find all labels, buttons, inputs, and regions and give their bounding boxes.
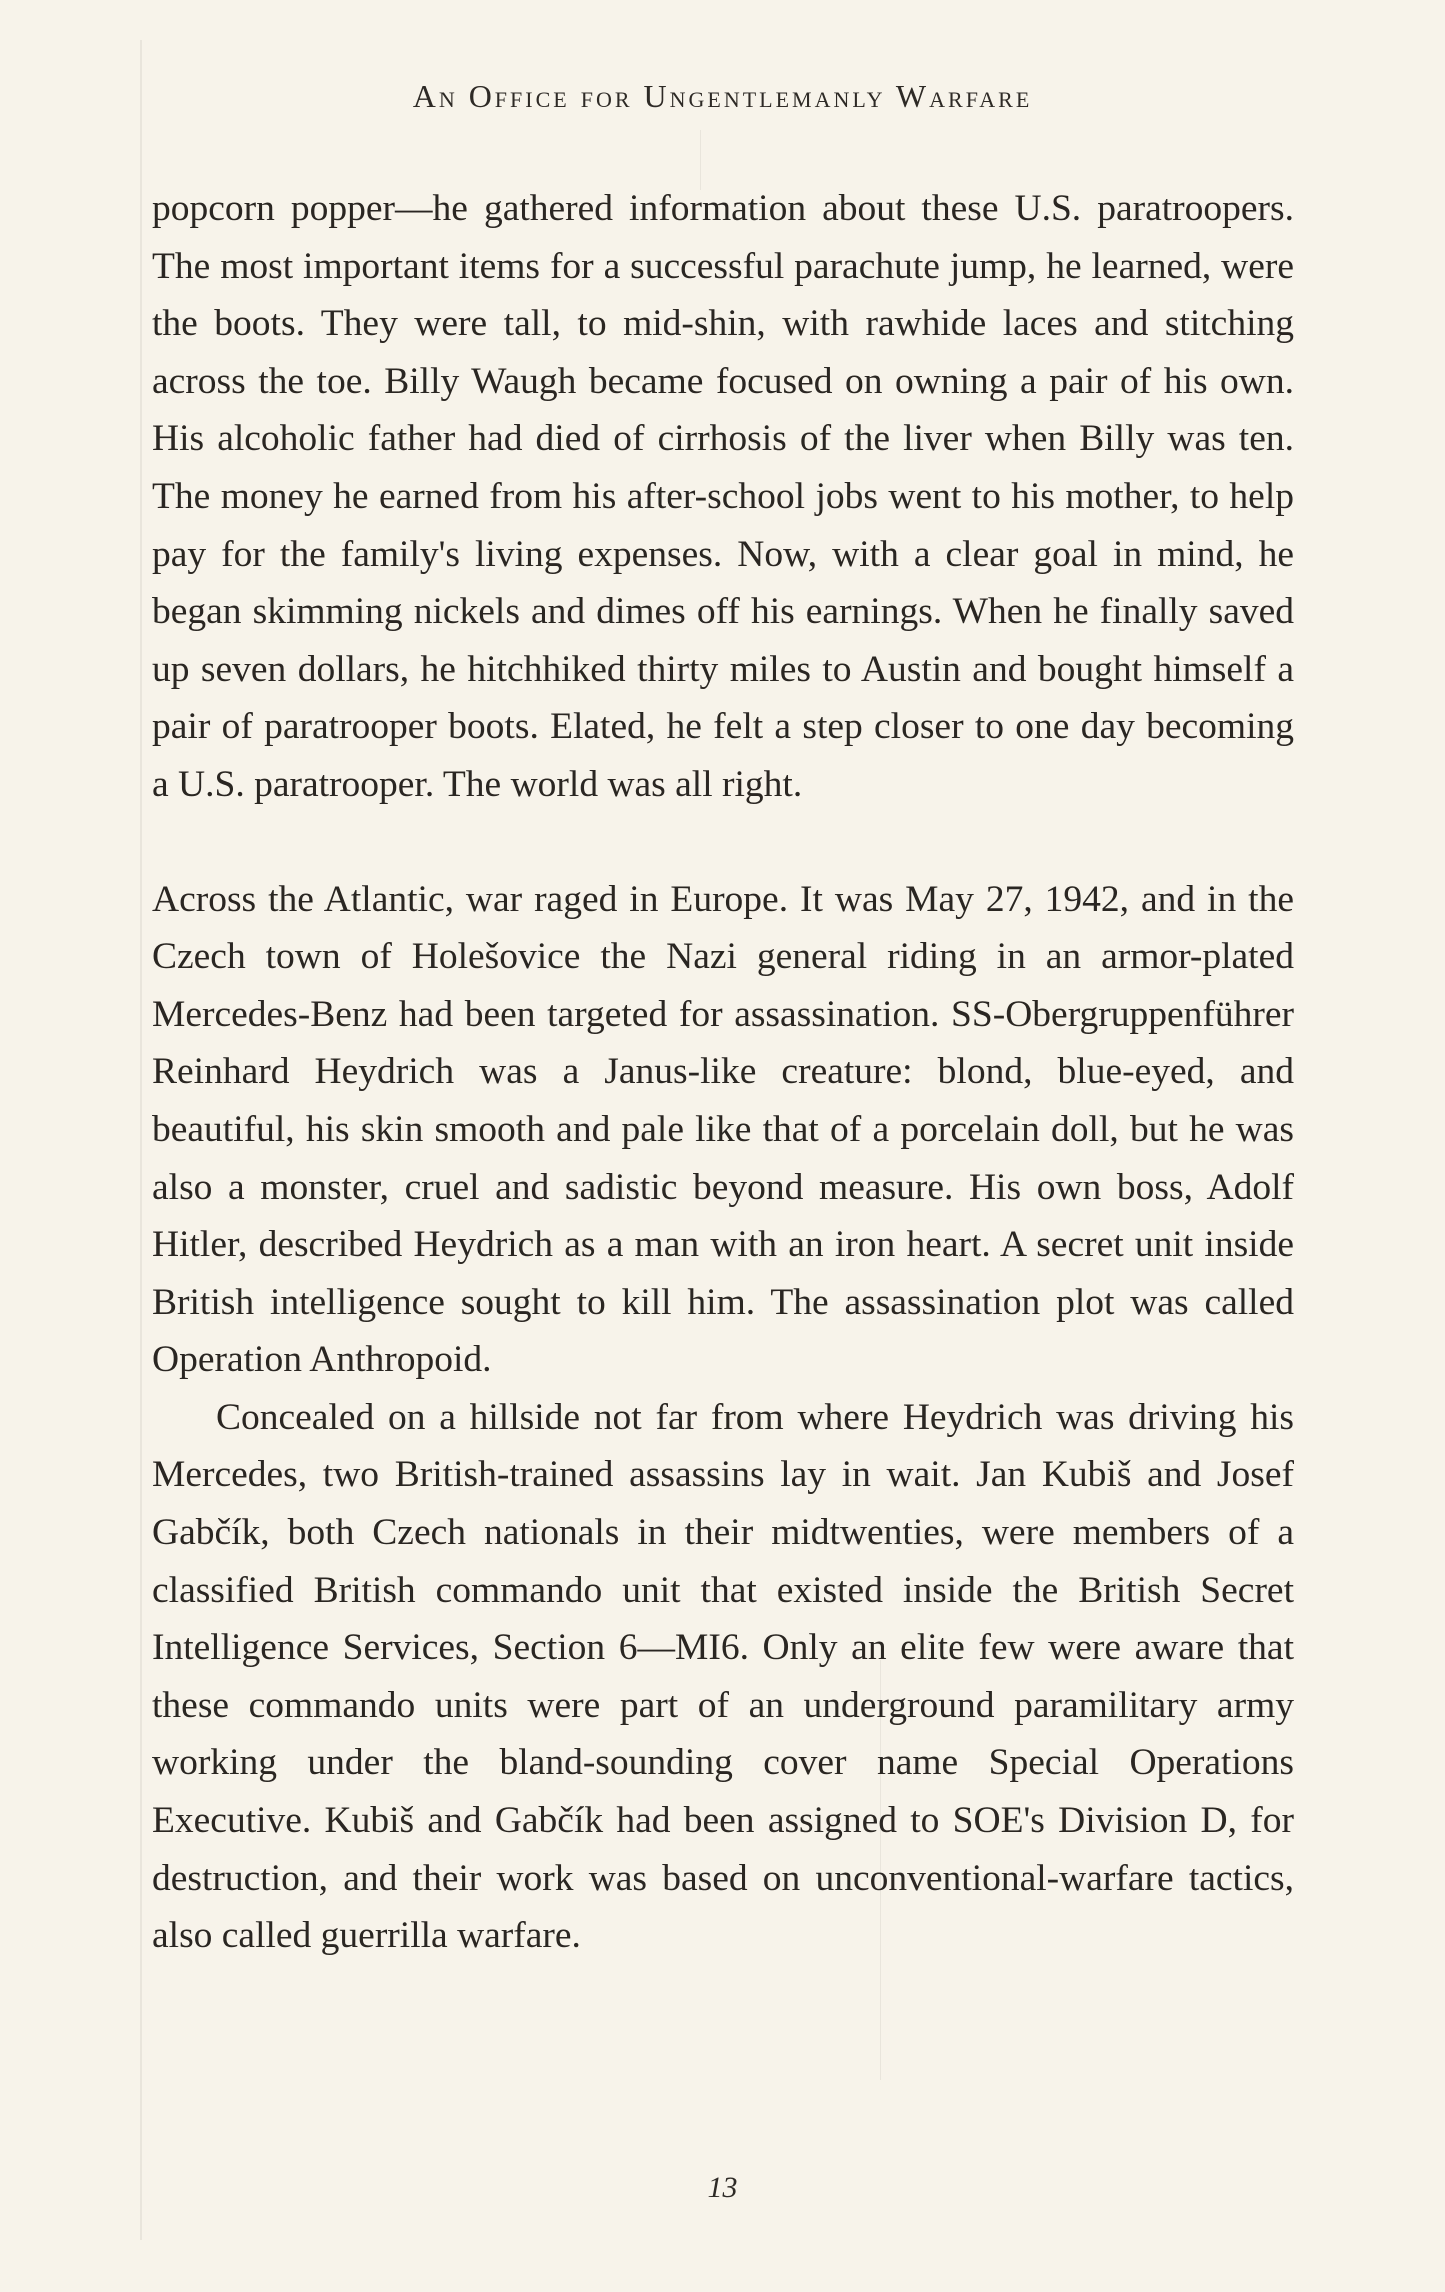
running-head: An Office for Ungentlemanly Warfare xyxy=(412,78,1033,114)
paragraph: Across the Atlantic, war raged in Europe. It was May 27, 1942, and in the Czech town of Holešovice the Nazi general riding in an armor-plated Mercedes-Benz had been targeted for assassination. SS-Obergruppenführer Reinhard Heydrich was a Janus-like creature: blond, blue-eyed, and beautiful, his skin smooth and pale like that of a porcelain doll, but he was also a monster, cruel and sadistic beyond measure. His own boss, Adolf Hitler, described Heydrich as a man with an iron heart. A secret unit inside British intelligence sought to kill him. The assassination plot was called Operation Anthropoid. xyxy=(152,878,1294,1381)
paragraph: popcorn popper—he gathered information about these U.S. paratroopers. The most important items for a successful parachute jump, he learned, were the boots. They were tall, to mid-shin, with rawhide laces and stitching across the toe. Billy Waugh became focused on owning a pair of his own. His alcoholic father had died of cirrhosis of the liver when Billy was ten. The money he earned from his after-school jobs went to his mother, to help pay for the family's living expenses. Now, with a clear goal in mind, he began skimming nickels and dimes off his earnings. When he finally saved up seven dollars, he hitchhiked thirty miles to Austin and bought himself a pair of paratrooper boots. Elated, he felt a step closer to one day becoming a U.S. paratrooper. The world was all right. xyxy=(152,188,1294,805)
paragraph: Concealed on a hillside not far from where Heydrich was driving his Mercedes, two British-trained assassins lay in wait. Jan Kubiš and Josef Gabčík, both Czech nationals in their midtwenties, were members of a classified British commando unit that existed inside the British Secret Intelligence Services, Section 6—MI6. Only an elite few were aware that these commando units were part of an underground paramilitary army working under the bland-sounding cover name Special Operations Executive. Kubiš and Gabčík had been assigned to SOE's Division D, for destruction, and their work was based on unconventional-warfare tactics, also called guerrilla warfare. xyxy=(152,1396,1294,1957)
paper-crease xyxy=(140,40,142,2240)
section-break xyxy=(152,814,1294,871)
body-text xyxy=(152,180,1294,1965)
page-number: 13 xyxy=(707,2171,738,2204)
